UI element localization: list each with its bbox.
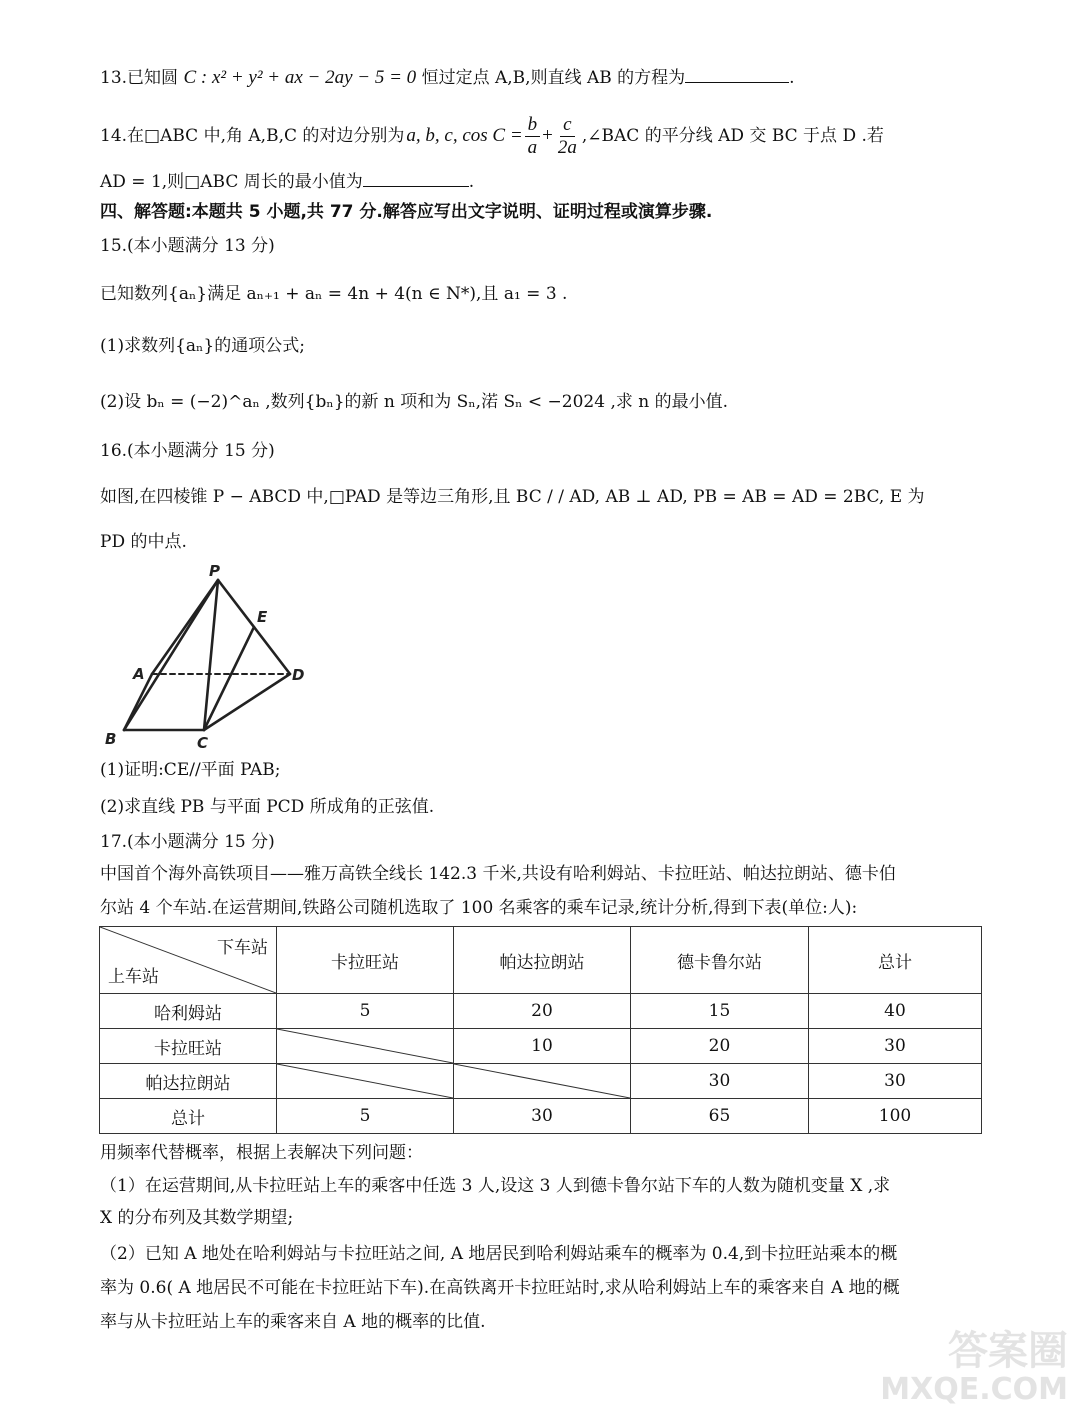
table-row-label: 总计	[100, 1099, 277, 1134]
q15-part1: (1)求数列{aₙ}的通项公式;	[100, 336, 305, 356]
label-C: C	[197, 734, 209, 752]
table-cell: 20	[631, 1029, 809, 1064]
table-cell-slashed	[454, 1064, 631, 1099]
q17-note: 用频率代替概率，根据上表解决下列问题：	[100, 1143, 423, 1163]
watermark	[880, 1329, 1068, 1407]
watermark-url: MXQE.COM	[880, 1372, 1068, 1407]
table-row	[100, 1064, 982, 1099]
q17-part1-line2: X 的分布列及其数学期望;	[100, 1208, 294, 1228]
label-P: P	[209, 562, 220, 580]
table-cell: 100	[809, 1099, 982, 1134]
q17-stem-line2: 尔站 4 个车站.在运营期间,铁路公司随机选取了 100 名乘客的乘车记录,统计分析,得到下表(单位:人):	[100, 898, 858, 918]
table-row	[100, 994, 982, 1029]
q13-text: 恒过定点 A,B,则直线 AB 的方程为	[421, 68, 686, 88]
corner-label-board: 上车站	[108, 967, 159, 987]
corner-label-alight: 下车站	[217, 938, 268, 958]
table-header-row	[100, 927, 982, 994]
table-cell: 15	[631, 994, 809, 1029]
q16-part2: (2)求直线 PB 与平面 PCD 所成角的正弦值.	[100, 797, 435, 817]
table-cell-slashed	[277, 1064, 454, 1099]
question-14-line2	[100, 168, 474, 194]
edge-PB	[124, 580, 218, 730]
q14-suffix: ,∠BAC 的平分线 AD 交 BC 于点 D .若	[581, 126, 884, 146]
q16-header: 16.(本小题满分 15 分)	[100, 441, 275, 461]
table-cell: 30	[809, 1029, 982, 1064]
q14-frac1-num: b	[525, 114, 541, 137]
watermark-logo-text: 答案圈	[948, 1328, 1068, 1374]
table-cell: 30	[454, 1099, 631, 1134]
q17-part1-line1: （1）在运营期间,从卡拉旺站上车的乘客中任选 3 人,设这 3 人到德卡鲁尔站下车的人数为随机变量 X ,求	[100, 1176, 891, 1196]
table-cell: 5	[277, 1099, 454, 1134]
cell-slash	[277, 1064, 453, 1098]
label-B: B	[105, 730, 117, 748]
q14-line2-prefix: AD = 1,则□ABC 周长的最小值为	[100, 172, 363, 192]
question-13	[100, 64, 795, 90]
table-column-header: 总计	[809, 927, 982, 994]
q17-part2-line1: （2）已知 A 地处在哈利姆站与卡拉旺站之间, A 地居民到哈利姆站乘车的概率为 0.4,到卡拉旺站乘本的概	[100, 1244, 898, 1264]
q14-plus: +	[542, 125, 553, 146]
table-row	[100, 1099, 982, 1134]
q15-part2: (2)设 bₙ = (−2)^aₙ ,数列{bₙ}的新 n 项和为 Sₙ,渃 Sₙ < −2024 ,求 n 的最小值.	[100, 392, 729, 412]
q14-line2-end: .	[468, 172, 475, 192]
q14-frac1-den: a	[527, 136, 538, 158]
table-cell: 30	[631, 1064, 809, 1099]
table-row-label: 卡拉旺站	[100, 1029, 277, 1064]
q17-stem-line1: 中国首个海外高铁项目——雅万高铁全线长 142.3 千米,共设有哈利姆站、卡拉旺站、帕达拉朗站、德卡伯	[100, 864, 896, 884]
q17-part2-line2: 率为 0.6( A 地居民不可能在卡拉旺站下车).在高铁离开卡拉旺站时,求从哈利姆站上车的乘客来自 A 地的概	[100, 1278, 900, 1298]
question-14-line1	[100, 110, 884, 162]
table-cell: 30	[809, 1064, 982, 1099]
table-row-label: 哈利姆站	[100, 994, 277, 1029]
q14-fraction-c-over-2a	[555, 114, 580, 159]
q14-fraction-b-over-a	[525, 114, 541, 159]
table-column-header: 卡拉旺站	[277, 927, 454, 994]
q13-end: .	[789, 68, 795, 88]
q13-prefix: 13.已知圆	[100, 68, 179, 88]
table-cell: 20	[454, 994, 631, 1029]
table-cell: 5	[277, 994, 454, 1029]
table-cell-slashed	[277, 1029, 454, 1064]
section-4-heading: 四、解答题:本题共 5 小题,共 77 分.解答应写出文字说明、证明过程或演算步骤.	[100, 202, 713, 222]
cell-slash	[454, 1064, 630, 1098]
q14-answer-blank	[363, 168, 469, 187]
table-column-header: 德卡鲁尔站	[631, 927, 809, 994]
q14-frac2-den: 2a	[557, 136, 577, 158]
label-E: E	[257, 608, 268, 626]
q16-stem-line2: PD 的中点.	[100, 532, 187, 552]
q14-frac2-num: c	[560, 114, 574, 137]
q14-prefix: 14.在□ABC 中,角 A,B,C 的对边分别为	[100, 126, 405, 146]
label-D: D	[292, 666, 305, 684]
q16-part1: (1)证明:CE//平面 PAB;	[100, 760, 281, 780]
table-row-label: 帕达拉朗站	[100, 1064, 277, 1099]
cell-slash	[277, 1029, 453, 1063]
q15-stem: 已知数列{aₙ}满足 aₙ₊₁ + aₙ = 4n + 4(n ∈ N*),且 a₁ = 3 .	[100, 284, 568, 304]
table-row	[100, 1029, 982, 1064]
table-corner-cell	[100, 927, 277, 994]
q13-answer-blank	[685, 64, 789, 83]
q17-part2-line3: 率与从卡拉旺站上车的乘客来自 A 地的概率的比值.	[100, 1312, 486, 1332]
label-A: A	[133, 665, 145, 683]
q13-circle-equation: C : x² + y² + ax − 2ay − 5 = 0	[183, 67, 417, 88]
pyramid-figure	[100, 560, 330, 755]
station-statistics-table	[99, 926, 982, 1134]
table-cell: 65	[631, 1099, 809, 1134]
table-cell: 40	[809, 994, 982, 1029]
table-column-header: 帕达拉朗站	[454, 927, 631, 994]
q14-vars: a, b, c, cos C =	[406, 125, 523, 146]
q17-header: 17.(本小题满分 15 分)	[100, 832, 275, 852]
q16-stem-line1: 如图,在四棱锥 P − ABCD 中,□PAD 是等边三角形,且 BC / / AD, AB ⊥ AD, PB = AB = AD = 2BC, E 为	[100, 487, 925, 507]
table-cell: 10	[454, 1029, 631, 1064]
q15-header: 15.(本小题满分 13 分)	[100, 236, 275, 256]
